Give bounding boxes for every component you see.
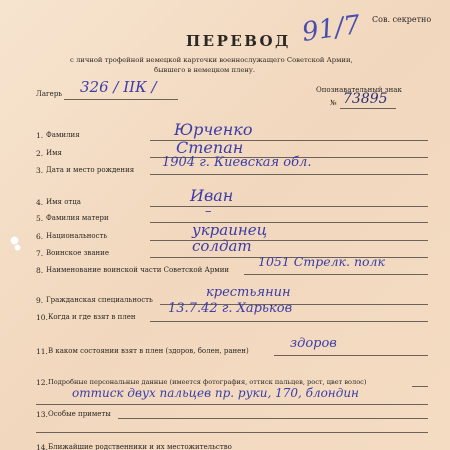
field-value-surname: Юрченко (174, 120, 253, 139)
top-handwritten-mark: 91/7 (300, 10, 363, 48)
field-value-personal-data: оттиск двух пальцев пр. руки, 170, блондин (72, 386, 359, 400)
field-label-birth: Дата и место рождения (46, 166, 135, 174)
field-number: 8. (36, 266, 44, 275)
field-number: 3. (36, 166, 44, 175)
field-value-unit: 1051 Стрелк. полк (258, 254, 385, 269)
id-tag-value: 73895 (343, 91, 388, 107)
camp-underline (64, 99, 178, 100)
field-label-personal-data: Подробные персональные данные (имеется фотография, оттиск пальцев, рост, цвет волос) (48, 378, 367, 386)
document-subtitle-line1: с личной трофейной немецкой карточки военнослужащего Советской Армии, (70, 56, 353, 64)
field-number: 5. (36, 214, 44, 223)
field-label-first-name: Имя (46, 149, 62, 157)
camp-value: 326 / IIК / (80, 78, 157, 96)
field-line (150, 174, 428, 175)
field-number: 9. (36, 296, 44, 305)
field-number: 10. (36, 313, 48, 322)
field-value-mother: – (205, 204, 212, 219)
field-value-occupation: крестьянин (206, 285, 291, 300)
field-label-unit: Наименование воинской части Советской Армии (46, 266, 230, 274)
field-line (244, 274, 428, 275)
field-label-rank: Воинское звание (46, 249, 109, 257)
field-line (36, 404, 428, 405)
field-line (412, 386, 428, 387)
field-label-mother: Фамилия матери (46, 214, 109, 222)
field-value-birth: 1904 г. Киевская обл. (162, 155, 312, 170)
classification-stamp: Сов. секретно (372, 15, 432, 24)
field-value-first-name: Степан (176, 138, 244, 157)
field-label-captured: Когда и где взят в плен (48, 313, 136, 321)
field-line (36, 432, 428, 433)
field-line (118, 418, 428, 419)
field-number: 2. (36, 149, 44, 158)
punch-hole (14, 244, 21, 251)
camp-label: Лагерь (36, 90, 63, 98)
field-label-relatives: Ближайшие родственники и их местожительство (48, 443, 232, 450)
id-tag-prefix: № (330, 99, 337, 107)
field-label-nationality: Национальность (46, 232, 108, 240)
field-number: 4. (36, 198, 44, 207)
field-label-father: Имя отца (46, 198, 81, 206)
field-label-special-marks: Особые приметы (48, 410, 111, 418)
field-line (150, 206, 428, 207)
field-number: 11. (36, 347, 48, 356)
id-tag-underline (340, 108, 396, 109)
field-value-condition: здоров (290, 336, 337, 351)
field-line (150, 321, 428, 322)
field-value-father: Иван (190, 186, 234, 205)
field-number: 1. (36, 131, 44, 140)
id-tag-label: Опознавательный знак (316, 86, 402, 94)
field-number: 6. (36, 232, 44, 241)
field-label-surname: Фамилия (46, 131, 80, 139)
field-value-captured: 13.7.42 г. Харьков (168, 301, 293, 316)
field-number: 14. (36, 443, 48, 450)
document-title: ПЕРЕВОД (186, 32, 291, 50)
field-line (274, 355, 428, 356)
field-label-occupation: Гражданская специальность (46, 296, 153, 304)
field-label-condition: В каком состоянии взят в плен (здоров, болен, ранен) (48, 347, 249, 355)
field-value-rank: солдат (192, 237, 252, 255)
field-value-nationality: украинец (192, 221, 268, 239)
field-number: 13. (36, 410, 48, 419)
field-number: 12. (36, 378, 48, 387)
field-number: 7. (36, 249, 44, 258)
document-subtitle-line2: бывшего в немецком плену. (154, 66, 256, 74)
